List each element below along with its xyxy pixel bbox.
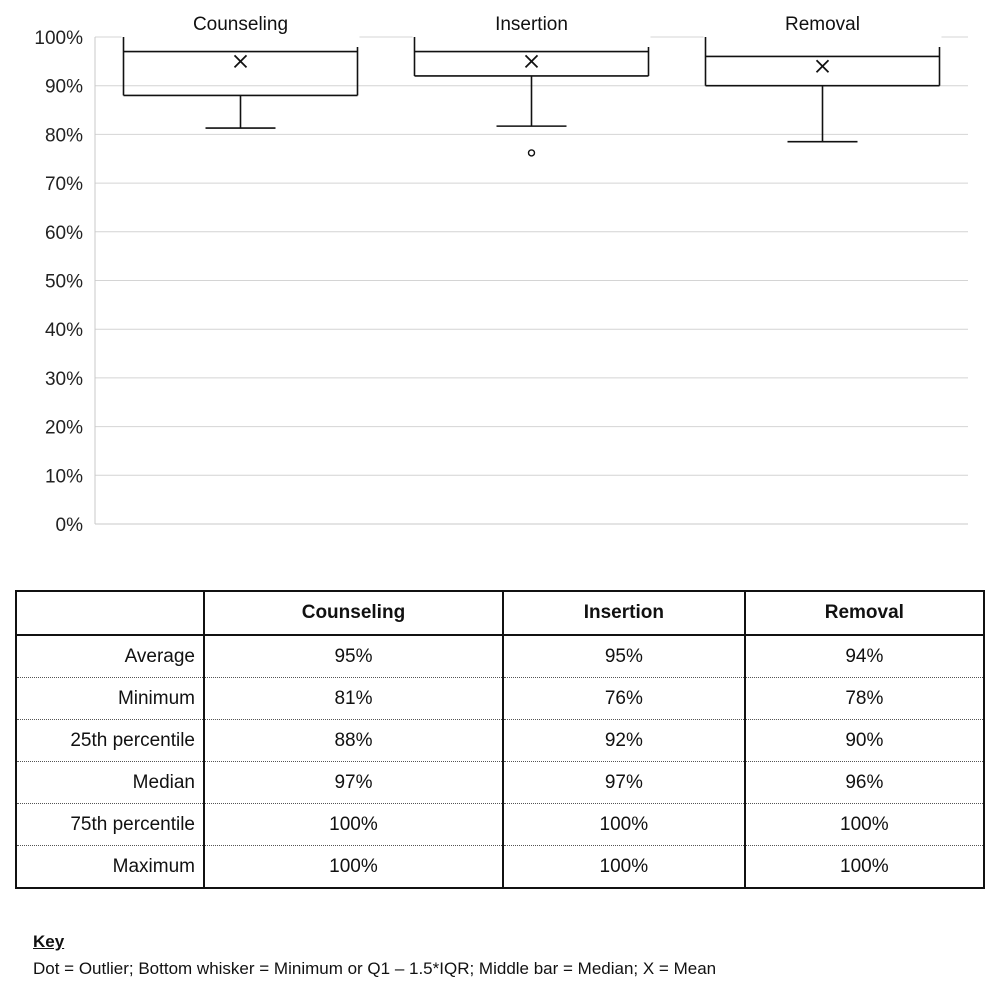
header-removal: Removal (745, 591, 984, 635)
box-top-mask (413, 35, 651, 39)
y-axis-tick-labels (34, 28, 83, 536)
table-row (16, 762, 984, 804)
category-label: Insertion (495, 14, 568, 35)
row-label: Median (16, 762, 204, 804)
y-tick-label: 30% (44, 368, 83, 390)
key-section (33, 928, 716, 982)
box-counseling (122, 35, 360, 128)
category-label: Removal (785, 14, 860, 35)
table-cell: 97% (503, 762, 745, 804)
table-cell: 81% (204, 678, 503, 720)
table-row (16, 846, 984, 889)
table-row (16, 720, 984, 762)
y-tick-label: 40% (44, 320, 83, 342)
y-tick-label: 100% (34, 28, 83, 49)
row-label: Minimum (16, 678, 204, 720)
y-tick-label: 80% (44, 125, 83, 147)
y-tick-label: 50% (44, 271, 83, 293)
header-insertion: Insertion (503, 591, 745, 635)
table-cell: 100% (745, 804, 984, 846)
box-top-mask (122, 35, 360, 39)
table-cell: 100% (204, 804, 503, 846)
y-tick-label: 60% (44, 222, 83, 244)
table-corner-cell (16, 591, 204, 635)
table-cell: 96% (745, 762, 984, 804)
table-cell: 95% (204, 635, 503, 678)
key-text: Dot = Outlier; Bottom whisker = Minimum or Q1 – 1.5*IQR; Middle bar = Median; X = Mean (33, 959, 717, 978)
y-tick-label: 10% (44, 466, 83, 488)
row-label: 75th percentile (16, 804, 204, 846)
table-cell: 92% (503, 720, 745, 762)
key-title: Key (33, 932, 65, 951)
row-label: 25th percentile (16, 720, 204, 762)
y-tick-label: 20% (44, 417, 83, 439)
y-tick-label: 0% (55, 515, 83, 536)
table-cell: 97% (204, 762, 503, 804)
category-labels (193, 14, 860, 35)
table-row (16, 678, 984, 720)
table-cell: 100% (503, 804, 745, 846)
table-cell: 76% (503, 678, 745, 720)
table-row (16, 804, 984, 846)
table-cell: 100% (204, 846, 503, 889)
outlier-point (529, 150, 535, 156)
table-cell: 94% (745, 635, 984, 678)
table-row (16, 635, 984, 678)
box-top-mask (704, 35, 942, 39)
table-cell: 95% (503, 635, 745, 678)
table-cell: 100% (745, 846, 984, 889)
category-label: Counseling (192, 14, 289, 35)
table-cell: 88% (204, 720, 503, 762)
table-cell: 78% (745, 678, 984, 720)
row-label: Average (16, 635, 204, 678)
boxes (122, 35, 942, 156)
table-header-row (16, 591, 984, 635)
header-counseling: Counseling (204, 591, 503, 635)
summary-table (15, 590, 985, 889)
table-cell: 90% (745, 720, 984, 762)
box-removal (704, 35, 942, 142)
y-tick-label: 70% (44, 174, 83, 196)
y-tick-label: 90% (44, 76, 83, 98)
box-insertion (413, 35, 651, 156)
table-cell: 100% (503, 846, 745, 889)
row-label: Maximum (16, 846, 204, 889)
